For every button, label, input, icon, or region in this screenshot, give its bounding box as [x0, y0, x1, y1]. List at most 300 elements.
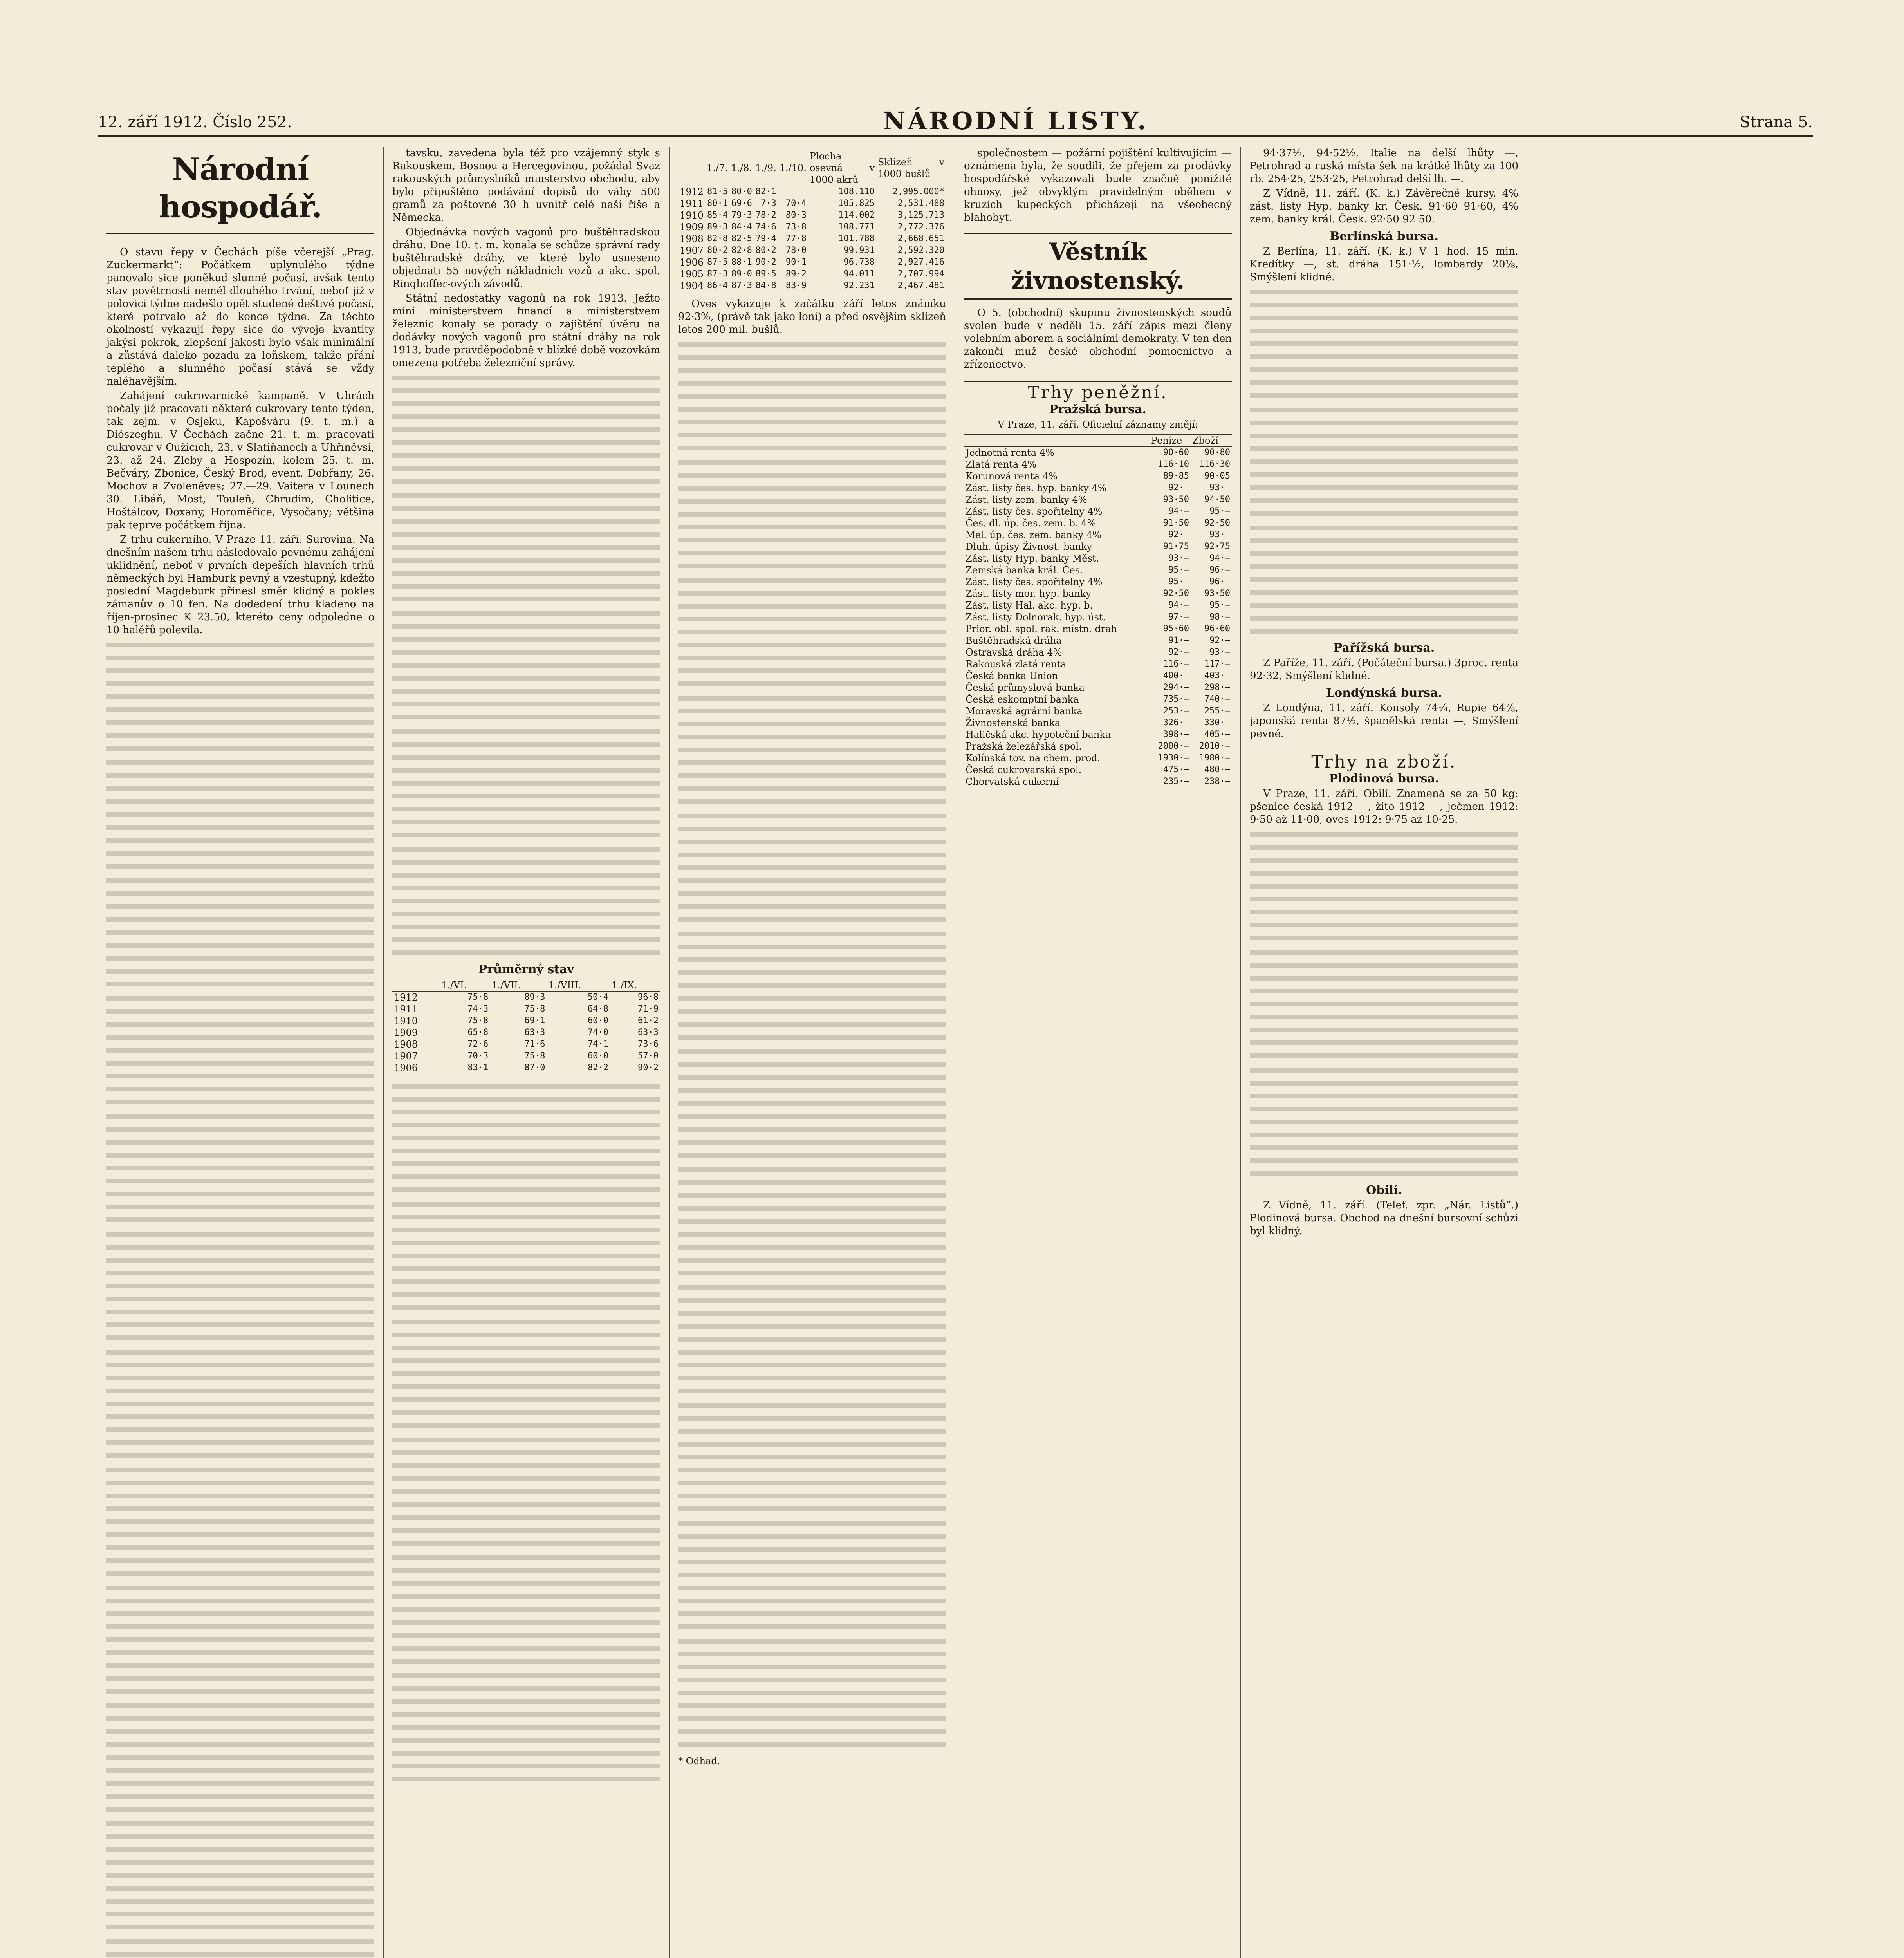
table-row — [678, 245, 946, 256]
column-3 — [670, 147, 955, 1958]
table-cell: 65·8 — [467, 1028, 489, 1037]
table-row — [964, 635, 1232, 647]
table-cell: 1907 — [680, 245, 704, 256]
table-cell: Haličská akc. hypoteční banka — [966, 729, 1111, 740]
table-cell: 91·— — [1168, 636, 1189, 645]
table-cell: Ostravská dráha 4% — [966, 647, 1062, 658]
article-paragraph: Oves vykazuje k začátku září letos známku 92·3%, (právě tak jako loni) a před osvějším sklizeň letos 200 mil. bušlů. — [678, 298, 946, 336]
table-cell: 80·3 — [785, 210, 807, 220]
table-cell: 90·05 — [1204, 471, 1230, 481]
table-row — [964, 517, 1232, 529]
article-paragraph: O 5. (obchodní) skupinu živnostenských soudů svolen bude v neděli 15. září zápis mezi členy volebním aborem a sociálními demokraty. V ten den zakončí muž české obchodní pomocníctvo a zřízenectvo. — [964, 307, 1232, 370]
table-cell: 1980·— — [1199, 753, 1230, 763]
text-line-block — [678, 1517, 946, 1633]
table-cell: 2,927.416 — [897, 257, 944, 267]
table-row — [964, 576, 1232, 588]
section-subtitle: Obilí. — [1366, 1183, 1402, 1197]
table-cell: 82·8 — [731, 246, 752, 255]
table-cell: Zást. listy zem. banky 4% — [966, 494, 1087, 505]
table-cell: 116·30 — [1199, 459, 1230, 469]
table-cell: 108.771 — [838, 222, 875, 232]
table-cell: 73·6 — [638, 1039, 659, 1049]
table-row — [964, 553, 1232, 564]
table-cell: 88·1 — [731, 257, 752, 267]
text-line-block — [1250, 521, 1518, 638]
table-cell: 74·1 — [587, 1039, 608, 1049]
table-cell: 78·2 — [755, 210, 776, 220]
table-cell: 82·2 — [587, 1063, 608, 1073]
table-row — [392, 1062, 660, 1074]
table-row — [964, 729, 1232, 741]
text-line-block — [392, 843, 660, 959]
table-cell: Rakouská zlatá renta — [966, 659, 1067, 670]
text-line-block — [392, 1080, 660, 1196]
text-line-block — [106, 992, 374, 1108]
table-cell: Zást. listy čes. spořitelny 4% — [966, 576, 1103, 587]
table-header-cell: Peníze — [1150, 435, 1191, 447]
table-row — [678, 186, 946, 198]
table-cell: 2010·— — [1199, 741, 1230, 751]
table-row — [964, 506, 1232, 517]
table-cell: 75·8 — [467, 992, 489, 1002]
table-cell: Buštěhradská dráha — [966, 635, 1062, 646]
table-cell: 87·3 — [707, 269, 728, 279]
table-cell: 95·— — [1209, 506, 1230, 516]
table-cell: 475·— — [1163, 765, 1189, 775]
table-cell: 64·8 — [587, 1004, 608, 1014]
table-cell: 398·— — [1163, 730, 1189, 739]
table-cell: 108.110 — [838, 187, 875, 197]
table-row — [678, 198, 946, 210]
table-row — [964, 494, 1232, 506]
table-cell: 80·0 — [731, 187, 752, 197]
table-cell: 89·3 — [707, 222, 728, 232]
text-line-block — [1250, 285, 1518, 402]
article-paragraph: Z trhu cukerního. V Praze 11. září. Surovina. Na dnešním našem trhu následovalo pevnému zahájení uklidnění, neboť v prvních depeších hlavních trhů německých byl Hamburk pevný a vzestupný, kdežto poslední Magdeburk přinesl směr klidný a pokles zámanův o 10 fen. Na dodedení trhu kladeno na říjen-prosinec K 23.50, kteréto ceny odpoledne o 10 haléřů polevila. — [106, 534, 374, 636]
article-paragraph: tavsku, zavedena byla též pro vzájemný styk s Rakouskem, Bosnou a Hercegovinou, požádal Svaz rakouských průmyslníků minsterstvo obchodu, aby bylo připuštěno podávání dopisů do váhy 500 gramů za poštovné 30 h uvnitř celé naší říše a Německa. — [392, 147, 660, 224]
table-row — [964, 529, 1232, 541]
table-cell: 60·0 — [587, 1051, 608, 1061]
table-cell: 91·50 — [1163, 518, 1189, 528]
table-cell: 2,592.320 — [897, 246, 944, 255]
table-cell: 63·3 — [638, 1028, 659, 1037]
table-cell: Česká průmyslová banka — [966, 682, 1085, 693]
newspaper-page — [98, 98, 1813, 1958]
table-cell: Prior. obl. spol. rak. místn. drah — [966, 623, 1117, 634]
article-paragraph: 94·37½, 94·52½, Italie na delší lhůty —, Petrohrad a ruská místa šek na krátké lhůty za 100 rb. 254·25, 253·25, Petrohrad delší lh. —. — [1250, 147, 1518, 185]
table-cell: Zást. listy Hyp. banky Měst. — [966, 553, 1099, 564]
bursa-title: Plodinová bursa. — [1329, 772, 1439, 786]
table-cell: 60·0 — [587, 1016, 608, 1026]
table-cell: 403·— — [1204, 671, 1230, 681]
table-cell: Chorvatská cukerní — [966, 776, 1059, 787]
article-paragraph: Z Vídně, 11. září. (K. k.) Závěrečné kursy. 4% zást. listy Hyp. banky kr. Česk. 91·60 91·60, 4% zem. banky král. Česk. 92·50 92·50. — [1250, 188, 1518, 225]
text-line-block — [106, 756, 374, 872]
bursa-title: Pražská bursa. — [1049, 403, 1146, 416]
table-cell: 98·— — [1209, 612, 1230, 622]
table-cell: Česká banka Union — [966, 670, 1058, 681]
table-cell: 95·— — [1168, 565, 1189, 575]
text-line-block — [392, 489, 660, 605]
table-cell: 94·50 — [1204, 495, 1230, 504]
table-cell: 82·5 — [731, 234, 752, 244]
table-header-cell: 1./7. — [705, 150, 729, 186]
section-title: Věstník živnostenský. — [964, 233, 1232, 300]
text-line-block — [678, 574, 946, 690]
table-cell: 89·0 — [731, 269, 752, 279]
text-line-block — [106, 1817, 374, 1933]
article-paragraph: O stavu řepy v Čechách píše včerejší „Prag. Zuckermarkt“: Počátkem uplynulého týdne panovalo sice poněkud slunné počasí, avšak tento stav povětrnosti nemél dlouhého trvání, neboť již v polovici týdne nadešlo opět studené deštivé počasí, které potrvalo až do konce týdne. Za těchto okolností vykazují řepy sice do vývoje kvantity jakýsi pokrok, zlepšení jakosti bylo však minimální a zůstává daleko pozadu za loňskem, takže přání teplého a slunného počasí stává se vždy naléhavějším. — [106, 246, 374, 387]
table-row — [964, 588, 1232, 600]
text-filler — [392, 371, 660, 959]
table-cell: 2,531.488 — [897, 199, 944, 208]
table-row — [964, 482, 1232, 494]
table-cell: 96.738 — [843, 257, 875, 267]
table-cell: 74·6 — [755, 222, 776, 232]
column-1 — [98, 147, 384, 1958]
table-cell: 117·— — [1204, 659, 1230, 669]
table-cell: 69·6 — [731, 199, 752, 208]
table-row — [964, 623, 1232, 635]
article-paragraph: Z Berlína, 11. září. (K. k.) V 1 hod. 15 min. Kredítky —, st. dráha 151·½, lombardy 20⅛, Smýšlení klidné. — [1250, 246, 1518, 283]
table-cell: 92·75 — [1204, 542, 1230, 551]
table-cell: 90·1 — [785, 257, 807, 267]
masthead: NÁRODNÍ LISTY. — [883, 107, 1148, 135]
table-cell: 480·— — [1204, 765, 1230, 775]
text-filler — [106, 638, 374, 1958]
article-paragraph: Objednávka nových vagonů pro buštěhradskou dráhu. Dne 10. t. m. konala se schůze správní rady buštěhradské dráhy, ve které bylo usneseno objednati 55 nových nákladních vozů a akc. spol. Ringhoffer-ových závodů. — [392, 226, 660, 290]
table-cell: Jednotná renta 4% — [966, 447, 1054, 458]
table-row — [678, 233, 946, 245]
table-row — [964, 611, 1232, 623]
table-cell: 95·— — [1168, 577, 1189, 587]
column-4 — [955, 147, 1241, 1958]
crop-table — [678, 150, 946, 292]
table-cell: 90·80 — [1204, 448, 1230, 457]
table-row — [678, 221, 946, 233]
table-header-cell — [964, 435, 1150, 447]
table-cell: 735·— — [1163, 694, 1189, 704]
table-row — [964, 752, 1232, 764]
table-cell: 71·9 — [638, 1004, 659, 1014]
text-filler — [392, 1080, 660, 1785]
table-cell: 50·4 — [587, 992, 608, 1002]
table-row — [964, 705, 1232, 717]
article-paragraph: společnostem — požární pojištění kultivujícím — oznámena byla, že soudili, že přejem za prodávky hospodářské vykazovali bude značně ponižité ohnosy, jež obvyklým pravidelným oběhem v kruzích kupeckých přicházejí na všeobecný blahobyt. — [964, 147, 1232, 224]
table-cell: Zlatá renta 4% — [966, 459, 1037, 470]
table-cell: 70·3 — [467, 1051, 489, 1061]
table-row — [964, 658, 1232, 670]
table-cell: 90·2 — [638, 1063, 659, 1073]
table-cell: Zást. listy Hal. akc. hyp. b. — [966, 600, 1093, 611]
table-cell: 90·2 — [755, 257, 776, 267]
table-cell: 2,707.994 — [897, 269, 944, 279]
section-subtitle: Trhy peněžní. — [964, 381, 1232, 399]
table-cell: 97·— — [1168, 612, 1189, 622]
table-cell: Zást. listy mor. hyp. banky — [966, 588, 1091, 599]
text-line-block — [106, 1463, 374, 1580]
table-cell: Česká cukrovarská spol. — [966, 764, 1082, 775]
table-cell: 255·— — [1204, 706, 1230, 716]
table-cell: 99.931 — [843, 246, 875, 255]
table-row — [392, 1015, 660, 1027]
table-cell: 87·3 — [731, 281, 752, 291]
table-header-cell: Sklizeň v 1000 bušlů — [876, 150, 946, 186]
table-header-cell: Zboží — [1191, 435, 1232, 447]
table-cell: 2,772.376 — [897, 222, 944, 232]
table-cell: 93·50 — [1204, 589, 1230, 598]
table-header-cell: 1./VII. — [490, 979, 547, 992]
crop-table — [392, 979, 660, 1074]
table-cell — [778, 186, 808, 198]
table-header-cell — [392, 979, 440, 992]
table-header-cell: 1./8. — [729, 150, 754, 186]
table-cell: 73·8 — [785, 222, 807, 232]
text-line-block — [678, 1163, 946, 1279]
table-cell: Zást. listy čes. hyp. banky 4% — [966, 482, 1107, 493]
table-cell: 253·— — [1163, 706, 1189, 716]
table-header-cell — [678, 150, 705, 186]
table-header-cell: 1./IX. — [610, 979, 660, 992]
text-line-block — [392, 1315, 660, 1432]
table-cell: 2,467.481 — [897, 281, 944, 291]
table-cell: 740·— — [1204, 694, 1230, 704]
text-filler — [1250, 828, 1518, 1180]
table-cell: 1930·— — [1158, 753, 1189, 763]
table-cell: 1908 — [680, 233, 704, 244]
table-cell: 1907 — [394, 1051, 418, 1062]
table-cell: 92·— — [1168, 483, 1189, 493]
text-line-block — [678, 692, 946, 808]
table-cell: 1904 — [680, 280, 704, 291]
table-row — [964, 776, 1232, 788]
table-header-cell: 1./VI. — [440, 979, 490, 992]
table-cell: 96·— — [1209, 577, 1230, 587]
table-cell: Zást. listy Dolnorak. hyp. úst. — [966, 612, 1106, 623]
table-cell: Živnostenská banka — [966, 717, 1061, 728]
table-cell: 238·— — [1204, 777, 1230, 786]
text-line-block — [392, 1551, 660, 1667]
page-header — [98, 98, 1813, 137]
table-row — [964, 447, 1232, 459]
text-line-block — [678, 1399, 946, 1515]
table-row — [964, 694, 1232, 705]
bursa-note: V Praze, 11. září. Oficielní záznamy změjí: — [998, 419, 1198, 430]
table-cell: 84·4 — [731, 222, 752, 232]
section-subtitle: Pařížská bursa. — [1333, 641, 1435, 655]
text-line-block — [106, 1228, 374, 1344]
section-title: Národní hospodář. — [106, 151, 374, 234]
text-line-block — [678, 1045, 946, 1161]
columns — [98, 147, 1813, 1958]
text-line-block — [106, 1110, 374, 1226]
table-row — [964, 600, 1232, 611]
text-line-block — [1250, 828, 1518, 944]
text-line-block — [106, 1581, 374, 1698]
table-cell: 405·— — [1204, 730, 1230, 739]
table-row — [964, 459, 1232, 470]
table-cell: 1909 — [680, 222, 704, 233]
table-row — [392, 1003, 660, 1015]
table-cell: 86·4 — [707, 281, 728, 291]
table-cell: Korunová renta 4% — [966, 471, 1058, 482]
table-row — [392, 992, 660, 1004]
page-number: Strana 5. — [1740, 113, 1813, 131]
table-header-cell: 1./VIII. — [547, 979, 610, 992]
article-paragraph: Státní nedostatky vagonů na rok 1913. Ježto mini ministerstvem financí a ministerstvem železnic konaly se porady o zajištění úvěru na dodávky nových vagonů pro státní dráhy na rok 1913, bude pravděpodobně v blízké době vozovkám omezena potřeba železniční správy. — [392, 293, 660, 369]
table-cell: 92·50 — [1204, 518, 1230, 528]
table-cell: 235·— — [1163, 777, 1189, 786]
table-cell: 2,995.000* — [892, 187, 944, 197]
column-5 — [1241, 147, 1527, 1958]
text-line-block — [392, 1198, 660, 1314]
table-cell: 1909 — [394, 1027, 418, 1038]
table-cell: 93·— — [1209, 530, 1230, 540]
table-cell: 92.231 — [843, 281, 875, 291]
table-cell: 92·50 — [1163, 589, 1189, 598]
table-cell: 84·8 — [755, 281, 776, 291]
table-cell: 93·— — [1168, 553, 1189, 563]
section-subtitle: Trhy na zboží. — [1250, 751, 1518, 768]
text-line-block — [392, 1433, 660, 1550]
table-row — [678, 256, 946, 268]
table-cell: Pražská železářská spol. — [966, 741, 1082, 752]
table-cell: 92·— — [1168, 647, 1189, 657]
article-paragraph: Zahájení cukrovarnické kampaně. V Uhrách počaly již pracovati některé cukrovary tento týden, tak zejm. v Osjeku, Kapošváru (9. t. m.) a Diószeghu. V Čechách začne 21. t. m. pracovati cukrovar v Oužicích, 23. v Slatiňanech a Uhříněvsi, 23. až 24. Zleby a Hospozín, kolem 25. t. m. Bečváry, Zbonice, Český Brod, event. Dobřany, 26. Mochov a Zvoleněves; 27.—29. Vaitera v Lounech 30. Libáň, Most, Touleň, Chrudim, Cholitice, Hoštálcov, Doxany, Horoměřice, Vysočany; většina pak teprve počátkem října. — [106, 390, 374, 531]
table-cell: Zást. listy čes. spořitelny 4% — [966, 506, 1103, 517]
text-line-block — [1250, 403, 1518, 520]
table-cell: Kolínská tov. na chem. prod. — [966, 753, 1101, 764]
table-cell: 1906 — [394, 1062, 418, 1073]
table-title: Průměrný stav — [478, 963, 574, 976]
table-cell: 85·4 — [707, 210, 728, 220]
table-cell: Česká eskomptní banka — [966, 694, 1079, 705]
text-line-block — [106, 1699, 374, 1815]
table-row — [678, 280, 946, 292]
table-cell: 90·60 — [1163, 448, 1189, 457]
text-line-block — [678, 927, 946, 1044]
section-subtitle: Londýnská bursa. — [1326, 686, 1442, 700]
table-cell: 105.825 — [838, 199, 875, 208]
table-cell: 96·— — [1209, 565, 1230, 575]
table-row — [964, 717, 1232, 729]
table-row — [964, 682, 1232, 694]
table-cell: 92·— — [1168, 530, 1189, 540]
article-paragraph: Z Paříže, 11. září. (Počáteční bursa.) 3proc. renta 92·32, Smýšlení klidné. — [1250, 657, 1518, 682]
table-cell: 96·60 — [1204, 624, 1230, 634]
table-cell: 79·3 — [731, 210, 752, 220]
table-cell: 298·— — [1204, 683, 1230, 692]
table-cell: 101.788 — [838, 234, 875, 244]
table-row — [678, 268, 946, 280]
table-row — [964, 564, 1232, 576]
table-cell: 83·1 — [467, 1063, 489, 1073]
table-cell: 75·8 — [524, 1051, 545, 1061]
table-cell: 89·5 — [755, 269, 776, 279]
table-cell: 94·— — [1209, 553, 1230, 563]
table-cell: 94·— — [1168, 506, 1189, 516]
table-cell: 57·0 — [638, 1051, 659, 1061]
table-cell: 91·75 — [1163, 542, 1189, 551]
table-cell: 74·0 — [587, 1028, 608, 1037]
table-row — [964, 670, 1232, 682]
table-cell: 1910 — [394, 1015, 418, 1026]
table-cell: 294·— — [1163, 683, 1189, 692]
table-cell: 93·50 — [1163, 495, 1189, 504]
table-cell: 330·— — [1204, 718, 1230, 728]
text-line-block — [678, 809, 946, 926]
table-cell: 78·0 — [785, 246, 807, 255]
text-line-block — [678, 456, 946, 572]
table-cell: 63·3 — [524, 1028, 545, 1037]
table-cell: Mel. úp. čes. zem. banky 4% — [966, 529, 1101, 540]
table-cell: 96·8 — [638, 992, 659, 1002]
table-cell: Moravská agrární banka — [966, 706, 1083, 717]
table-cell: 92·— — [1209, 636, 1230, 645]
article-paragraph: Z Vídně, 11. září. (Telef. zpr. „Nár. Listů“.) Plodinová bursa. Obchod na dnešní bursovní schůzi byl klidný. — [1250, 1199, 1518, 1237]
text-line-block — [106, 1346, 374, 1462]
table-cell: 61·2 — [638, 1016, 659, 1026]
table-cell: 71·6 — [524, 1039, 545, 1049]
text-filler — [678, 338, 946, 1751]
table-cell: 3,125.713 — [897, 210, 944, 220]
table-cell: 1908 — [394, 1039, 418, 1050]
table-cell: 75·8 — [524, 1004, 545, 1014]
table-cell: 83·9 — [785, 281, 807, 291]
text-line-block — [106, 1935, 374, 1958]
table-cell: 94.011 — [843, 269, 875, 279]
table-cell: 1911 — [394, 1004, 418, 1015]
table-cell: 400·— — [1163, 671, 1189, 681]
table-cell: 326·— — [1163, 718, 1189, 728]
table-cell: 72·6 — [467, 1039, 489, 1049]
table-cell: 81·5 — [707, 187, 728, 197]
table-header-cell: 1./10. — [778, 150, 808, 186]
text-line-block — [678, 338, 946, 454]
table-row — [964, 470, 1232, 482]
table-cell: 1911 — [680, 198, 704, 209]
article-paragraph: Z Londýna, 11. září. Konsoly 74¼, Rupie 64⅞, japonská renta 87½, španělská renta —, Smýšlení pevné. — [1250, 702, 1518, 740]
text-line-block — [392, 1669, 660, 1785]
table-cell: 82·8 — [707, 234, 728, 244]
table-cell: 80·2 — [755, 246, 776, 255]
table-cell: 80·1 — [707, 199, 728, 208]
column-2 — [384, 147, 670, 1958]
table-cell: 70·4 — [785, 199, 807, 208]
table-cell: 75·8 — [467, 1016, 489, 1026]
table-cell: 2000·— — [1158, 741, 1189, 751]
table-cell: 93·— — [1209, 483, 1230, 493]
table-cell: Čes. dl. úp. čes. zem. b. 4% — [966, 518, 1096, 529]
table-cell: 80·2 — [707, 246, 728, 255]
table-row — [392, 1039, 660, 1050]
text-line-block — [392, 607, 660, 723]
table-cell: 95·— — [1209, 600, 1230, 610]
issue-date: 12. září 1912. Číslo 252. — [98, 113, 292, 131]
table-cell: 95·60 — [1163, 624, 1189, 634]
table-cell: 74·3 — [467, 1004, 489, 1014]
text-line-block — [1250, 1064, 1518, 1180]
table-row — [392, 1050, 660, 1062]
section-subtitle: Berlínská bursa. — [1330, 229, 1438, 243]
table-cell: 87·5 — [707, 257, 728, 267]
table-row — [964, 647, 1232, 658]
table-cell: 1905 — [680, 269, 704, 280]
text-line-block — [392, 725, 660, 841]
table-row — [964, 764, 1232, 776]
text-filler — [1250, 285, 1518, 638]
text-line-block — [678, 1635, 946, 1751]
